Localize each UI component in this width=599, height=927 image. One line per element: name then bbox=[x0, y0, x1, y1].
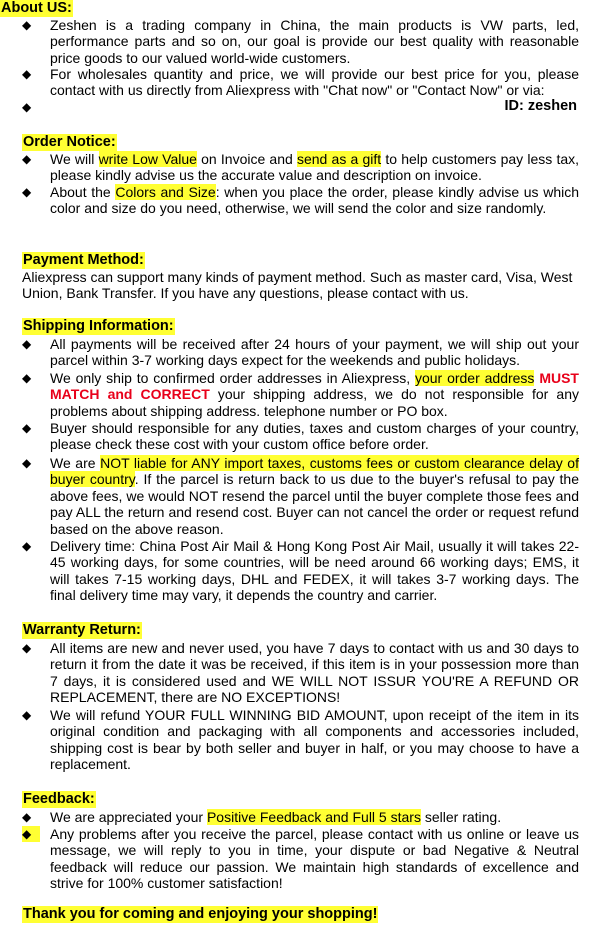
order-text-2: About the Colors and Size: when you place the order, please kindly advise us which color and size do you need, otherwise, we will send the color and size randomly. bbox=[50, 184, 580, 217]
about-item-1 bbox=[22, 17, 579, 66]
diamond-bullet-icon: ◆ bbox=[22, 185, 32, 199]
diamond-bullet-icon: ◆ bbox=[22, 67, 32, 81]
diamond-bullet-icon: ◆ bbox=[22, 456, 32, 470]
order-item-2 bbox=[22, 184, 579, 217]
shipping-heading: Shipping Information: bbox=[23, 318, 174, 334]
shipping-item-2 bbox=[22, 370, 579, 419]
order-item-1 bbox=[22, 151, 579, 184]
feedback-text-2: Any problems after you receive the parcel, please contact with us online or leave us message, we will reply to you in time, your dispute or bad Negative & Neutral feedback will reduce our passion. We maintain high standards of excellence and strive for 100% customer satisfaction! bbox=[50, 826, 579, 892]
about-text-2: For wholesales quantity and price, we will provide our best price for you, please contact with us directly from Aliexpress with "Chat now" or "Contact Now" or via: bbox=[50, 66, 579, 99]
payment-heading: Payment Method: bbox=[23, 252, 144, 268]
must-match-warning: MUST MATCH and CORRECT bbox=[50, 370, 579, 403]
shipping-text-5: Delivery time: China Post Air Mail & Hong Kong Post Air Mail, usually it will takes 22-45 working days, for some countries, will be need around 66 working days; EMS, it will takes 7-15 working days, DHL and FEDEX, it will takes 3-7 working days. The final delivery time may vary, it depends the country and carrier. bbox=[50, 538, 579, 604]
highlight-positive-feedback: Positive Feedback and Full 5 stars bbox=[206, 809, 421, 825]
highlight-colors-size: Colors and Size bbox=[115, 184, 216, 200]
diamond-bullet-icon: ◆ bbox=[22, 18, 32, 32]
shipping-text-3: Buyer should responsible for any duties, taxes and custom charges of your country, please check these cost with your custom office before order. bbox=[50, 420, 579, 453]
order-text-1: We will write Low Value on Invoice and send as a gift to help customers pay less tax, please kindly advise us the accurate value and description on invoice. bbox=[50, 151, 580, 184]
diamond-bullet-icon: ◆ bbox=[22, 708, 32, 722]
shipping-text-2: We only ship to confirmed order addresses in Aliexpress, your order address MUST MATCH and CORRECT your shipping address, we do not responsible for any problems about shipping address. telephone number or PO box. bbox=[50, 370, 579, 419]
highlight-gift: send as a gift bbox=[296, 151, 382, 167]
diamond-bullet-icon: ◆ bbox=[22, 421, 32, 435]
highlight-not-liable: NOT liable for ANY import taxes, customs fees or custom clearance delay of buyer country bbox=[50, 455, 579, 488]
warranty-item-2 bbox=[22, 707, 579, 773]
shipping-item-1 bbox=[22, 336, 579, 369]
shipping-text-1: All payments will be received after 24 hours of your payment, we will ship out your parcel within 3-7 working days expect for the weekends and public holidays. bbox=[50, 336, 579, 369]
feedback-text-1: We are appreciated your Positive Feedback and Full 5 stars seller rating. bbox=[50, 809, 502, 825]
feedback-item-2 bbox=[22, 826, 579, 892]
warranty-text-2: We will refund YOUR FULL WINNING BID AMOUNT, upon receipt of the item in its original condition and packaging with all components and accessories included, shipping cost is bear by both seller and buyer in half, or you may choose to have a replacement. bbox=[50, 707, 579, 773]
thanks-message: Thank you for coming and enjoying your shopping! bbox=[23, 906, 378, 922]
about-heading: About US: bbox=[1, 0, 72, 16]
diamond-bullet-icon: ◆ bbox=[22, 371, 32, 385]
contact-id: ID: zeshen bbox=[504, 98, 577, 114]
payment-text: Aliexpress can support many kinds of payment method. Such as master card, Visa, West Union, Bank Transfer. If you have any questions, please contact with us. bbox=[22, 269, 573, 302]
shipping-text-4: We are NOT liable for ANY import taxes, customs fees or custom clearance delay of buyer country. If the parcel is return back to us due to the buyer's refusal to pay the above fees, we would NOT resend the parcel until the buyer complete those fees and pay ALL the return and resend cost. Buyer can not cancel the order or request refund based on the above reason. bbox=[50, 455, 579, 537]
feedback-heading: Feedback: bbox=[23, 791, 95, 807]
warranty-item-1 bbox=[22, 640, 579, 706]
highlight-order-address: your order address bbox=[414, 370, 535, 386]
diamond-bullet-icon: ◆ bbox=[22, 337, 32, 351]
shipping-item-5 bbox=[22, 538, 579, 604]
shipping-item-4 bbox=[22, 455, 579, 537]
diamond-bullet-icon: ◆ bbox=[22, 152, 32, 166]
warranty-heading: Warranty Return: bbox=[23, 622, 141, 638]
shipping-item-3 bbox=[22, 420, 579, 453]
about-text-1: Zeshen is a trading company in China, the main products is VW parts, led, performance parts and so on, our goal is provide our best quality with reasonable price goods to our valued world-wide customers. bbox=[50, 17, 579, 66]
order-heading: Order Notice: bbox=[23, 134, 116, 150]
warranty-text-1: All items are new and never used, you have 7 days to contact with us and 30 days to return it from the date it was be received, if this item is in your possession more than 7 days, it is considered used and WE WILL NOT ISSUR YOU'RE A REFUND OR REPLACEMENT, there are NO EXCEPTIONS! bbox=[50, 640, 579, 706]
diamond-bullet-icon: ◆ bbox=[22, 100, 32, 114]
diamond-bullet-icon: ◆ bbox=[22, 539, 32, 553]
diamond-bullet-icon: ◆ bbox=[22, 641, 32, 655]
diamond-bullet-icon: ◆ bbox=[22, 826, 40, 842]
about-item-2 bbox=[22, 66, 579, 99]
diamond-bullet-icon: ◆ bbox=[22, 810, 32, 824]
highlight-low-value: write Low Value bbox=[98, 151, 197, 167]
feedback-item-1 bbox=[22, 809, 579, 825]
